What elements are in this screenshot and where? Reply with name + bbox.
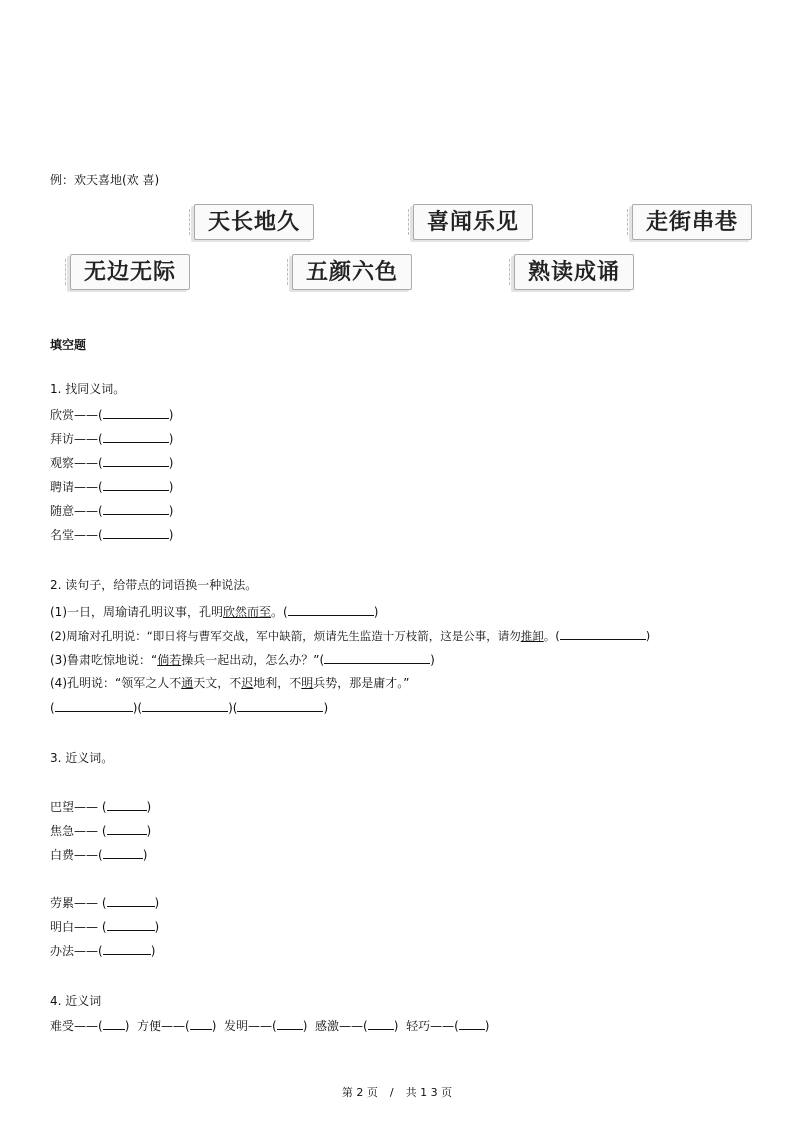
sentence-text: 兵势，那是庸才。”: [313, 676, 410, 690]
sentence-text: (1)一日，周瑜请孔明议事，孔明: [50, 605, 223, 619]
page-separator: /: [389, 1086, 394, 1099]
paren-close: ): [323, 701, 329, 715]
paren-close: ): [124, 1019, 130, 1033]
q4-item-label: 发明——(: [224, 1019, 277, 1033]
q3-item: [50, 918, 159, 935]
section-title: 填空题: [50, 338, 87, 352]
page-footer: [0, 1084, 794, 1100]
answer-blank[interactable]: [107, 798, 147, 811]
answer-blank[interactable]: [103, 406, 169, 419]
q2-sentence-1: [50, 603, 378, 620]
q1-item-label: 欣赏——(: [50, 408, 103, 422]
answer-blank[interactable]: [560, 627, 646, 640]
answer-blank[interactable]: [103, 1017, 125, 1030]
paren-close: ): [302, 1019, 308, 1033]
paren-close: ): [168, 480, 174, 494]
paren-close: ): [168, 432, 174, 446]
answer-blank[interactable]: [103, 526, 169, 539]
q3-item: [50, 846, 147, 863]
answer-blank[interactable]: [103, 846, 143, 859]
paren-close: ): [146, 800, 152, 814]
paren-close: ): [484, 1019, 490, 1033]
q1-item-label: 名堂——(: [50, 528, 103, 542]
sentence-text: 。(: [543, 629, 560, 643]
idiom-card: 走街串巷: [632, 204, 752, 240]
q1-item-label: 聘请——(: [50, 480, 103, 494]
paren-close: ): [142, 848, 148, 862]
q3-item-label: 巴望—— (: [50, 800, 107, 814]
answer-blank[interactable]: [459, 1017, 485, 1030]
paren-close: ): [146, 824, 152, 838]
q3-title: 3. 近义词。: [50, 751, 114, 765]
q3-item-label: 劳累—— (: [50, 896, 107, 910]
dotted-word: 推卸: [520, 629, 544, 643]
paren-open: (: [137, 701, 143, 715]
q1-item: [50, 478, 173, 495]
q1-title: 1. 找同义词。: [50, 382, 126, 396]
idiom-card: 天长地久: [194, 204, 314, 240]
q3-item: [50, 798, 151, 815]
idiom-card: 五颜六色: [292, 254, 412, 290]
sentence-text: (2)周瑜对孔明说：“即日将与曹军交战，军中缺箭，烦请先生监造十万枝箭，这是公事，请勿: [50, 629, 521, 643]
page-total: 共 1 3 页: [405, 1086, 453, 1099]
answer-blank[interactable]: [288, 603, 374, 616]
answer-blank[interactable]: [103, 478, 169, 491]
paren-close: ): [430, 653, 435, 667]
page-number: 第 2 页: [341, 1086, 378, 1099]
paren-open: (: [232, 701, 238, 715]
q1-item: [50, 454, 173, 471]
answer-blank[interactable]: [55, 699, 133, 712]
answer-blank[interactable]: [237, 699, 323, 712]
q4-item-label: 轻巧——(: [406, 1019, 459, 1033]
paren-close: ): [154, 920, 160, 934]
example-text: 例：欢天喜地(欢 喜): [50, 173, 160, 187]
q2-sentence-2: [50, 627, 650, 644]
sentence-text: (3)鲁肃吃惊地说：“: [50, 653, 158, 667]
dotted-word: 通: [181, 676, 194, 690]
answer-blank[interactable]: [190, 1017, 212, 1030]
sentence-text: 天文，不: [193, 676, 242, 690]
q1-item: [50, 406, 173, 423]
idiom-card: 无边无际: [70, 254, 190, 290]
q4-item-label: 难受——(: [50, 1019, 103, 1033]
paren-close: ): [228, 701, 233, 715]
paren-close: ): [168, 456, 174, 470]
sentence-text: (4)孔明说：“领军之人不: [50, 676, 182, 690]
answer-blank[interactable]: [103, 502, 169, 515]
dotted-word: 明: [301, 676, 314, 690]
q1-item: [50, 526, 173, 543]
answer-blank[interactable]: [368, 1017, 394, 1030]
paren-close: ): [168, 528, 174, 542]
paren-close: ): [168, 504, 174, 518]
q4-items: [50, 1017, 489, 1034]
paren-close: ): [211, 1019, 217, 1033]
q4-title: 4. 近义词: [50, 994, 102, 1008]
q3-item: [50, 942, 155, 959]
answer-blank[interactable]: [107, 894, 155, 907]
paren-close: ): [373, 605, 379, 619]
paren-close: ): [154, 896, 160, 910]
paren-close: ): [132, 701, 138, 715]
q3-item-label: 办法——(: [50, 944, 103, 958]
q2-title: 2. 读句子，给带点的词语换一种说法。: [50, 578, 258, 592]
q3-item-label: 白费——(: [50, 848, 103, 862]
answer-blank[interactable]: [107, 918, 155, 931]
answer-blank[interactable]: [107, 822, 147, 835]
sentence-text: 。(: [271, 605, 288, 619]
q4-item-label: 方便——(: [137, 1019, 190, 1033]
paren-close: ): [393, 1019, 399, 1033]
sentence-text: 地利，不: [253, 676, 302, 690]
q1-item-label: 随意——(: [50, 504, 103, 518]
sentence-text: 操兵一起出动，怎么办？”(: [181, 653, 325, 667]
idiom-card: 喜闻乐见: [413, 204, 533, 240]
q1-item: [50, 502, 173, 519]
dotted-word: 欣然而至: [223, 605, 272, 619]
q1-item-label: 观察——(: [50, 456, 103, 470]
q1-item-label: 拜访——(: [50, 432, 103, 446]
answer-blank[interactable]: [277, 1017, 303, 1030]
q3-item-label: 焦急—— (: [50, 824, 107, 838]
paren-close: ): [168, 408, 174, 422]
q3-item: [50, 894, 159, 911]
answer-blank[interactable]: [103, 942, 151, 955]
q2-answer-row: [50, 699, 328, 716]
q2-sentence-4: [50, 675, 410, 691]
q2-sentence-3: [50, 651, 435, 668]
paren-open: (: [50, 701, 55, 715]
paren-close: ): [645, 629, 651, 643]
paren-close: ): [150, 944, 156, 958]
answer-blank[interactable]: [103, 430, 169, 443]
idiom-card: 熟读成诵: [514, 254, 634, 290]
answer-blank[interactable]: [103, 454, 169, 467]
q4-item-label: 感激——(: [315, 1019, 368, 1033]
dotted-word: 倘若: [157, 653, 182, 667]
q3-item-label: 明白—— (: [50, 920, 107, 934]
answer-blank[interactable]: [324, 651, 430, 664]
q3-item: [50, 822, 151, 839]
q1-item: [50, 430, 173, 447]
dotted-word: 迟: [241, 676, 254, 690]
answer-blank[interactable]: [142, 699, 228, 712]
